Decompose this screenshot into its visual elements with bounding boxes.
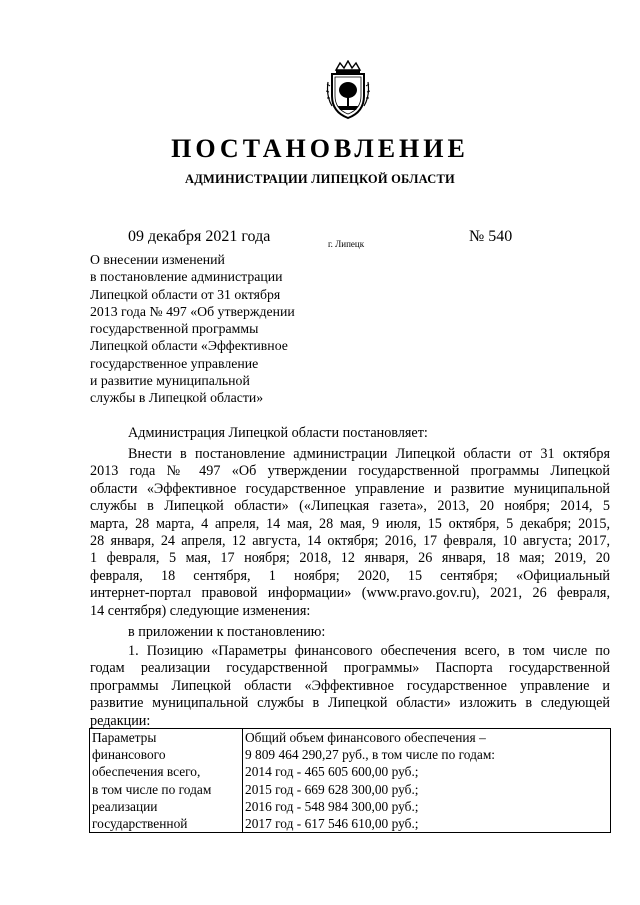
subject-line: Липецкой области от 31 октября xyxy=(90,286,281,302)
subject-line: Липецкой области «Эффективное xyxy=(90,338,288,354)
body-paragraph-2 xyxy=(90,643,610,730)
body-line: февраля, 18 сентября, 1 ноября; 2020, 15 сентября; «Официальный xyxy=(90,567,610,584)
cell-line: 2014 год - 465 605 600,00 руб.; xyxy=(245,764,419,780)
subject-line: государственное управление xyxy=(90,355,259,371)
subject-line: и развитие муниципальной xyxy=(90,373,250,389)
table-row xyxy=(90,729,611,833)
coat-of-arms-emblem xyxy=(326,60,370,122)
body-line: марта, 28 марта, 4 апреля, 14 мая, 28 мая, 9 июля, 15 октября, 5 декабря; 2015, xyxy=(90,515,610,532)
body-line: годам реализации государственной программы» Паспорта государственной xyxy=(90,660,610,677)
financing-parameters-table xyxy=(89,728,611,833)
body-line: 14 сентября) следующие изменения: xyxy=(90,602,311,619)
body-line: 1. Позицию «Параметры финансового обеспечения всего, в том числе по xyxy=(128,643,610,659)
body-line: области «Эффективное государственное управление и развитие муниципальной xyxy=(90,480,610,497)
cell-line: обеспечения всего, xyxy=(92,764,201,780)
document-city: г. Липецк xyxy=(328,239,365,249)
body-line: службы в Липецкой области» («Липецкая газета», 2013, 20 ноября; 2014, 5 xyxy=(90,498,610,515)
parameter-name-cell xyxy=(90,729,243,833)
body-line: 2013 года № 497 «Об утверждении государственной программы Липецкой xyxy=(90,463,610,480)
body-line: интернет-портал правовой информации» (www.pravo.gov.ru), 2021, 26 февраля, xyxy=(90,585,610,602)
body-line: 1 февраля, 5 мая, 17 ноября; 2018, 12 января, 26 января, 18 мая; 2019, 20 xyxy=(90,550,610,567)
cell-line: 2016 год - 548 984 300,00 руб.; xyxy=(245,798,419,814)
cell-line: Общий объем финансового обеспечения – xyxy=(245,730,486,745)
cell-line: 2017 год - 617 546 610,00 руб.; xyxy=(245,816,419,832)
body-line: 28 января, 24 апреля, 12 августа, 14 октября; 2016, 17 февраля, 10 августа; 2017, xyxy=(90,533,610,550)
subject-line: в постановление администрации xyxy=(90,269,283,285)
body-line: редакции: xyxy=(90,712,151,729)
subject-line: службы в Липецкой области» xyxy=(90,390,264,406)
subject-line: О внесении изменений xyxy=(90,252,225,267)
document-date: 09 декабря 2021 года xyxy=(128,228,271,245)
body-paragraph-1 xyxy=(90,446,610,620)
document-title: ПОСТАНОВЛЕНИЕ xyxy=(171,134,469,163)
document-number: № 540 xyxy=(469,228,513,245)
subject-line: 2013 года № 497 «Об утверждении xyxy=(90,303,295,319)
cell-line: государственной xyxy=(92,816,188,832)
body-line: Внести в постановление администрации Липецкой области от 31 октября xyxy=(128,446,610,462)
body-line: программы Липецкой области «Эффективное государственное управление и xyxy=(90,677,610,694)
cell-line: финансового xyxy=(92,747,166,763)
cell-line: Параметры xyxy=(92,730,157,745)
document-subtitle: АДМИНИСТРАЦИИ ЛИПЕЦКОЙ ОБЛАСТИ xyxy=(185,172,455,186)
resolution-intro: Администрация Липецкой области постановляет: xyxy=(128,425,428,441)
document-subject xyxy=(90,251,330,407)
annex-intro: в приложении к постановлению: xyxy=(128,624,326,640)
subject-line: государственной программы xyxy=(90,321,259,337)
body-line: развитие муниципальной службы в Липецкой области» изложить в следующей xyxy=(90,695,610,712)
cell-line: 9 809 464 290,27 руб., в том числе по годам: xyxy=(245,747,496,763)
cell-line: в том числе по годам xyxy=(92,781,212,797)
parameter-value-cell xyxy=(243,729,611,833)
cell-line: реализации xyxy=(92,798,158,814)
cell-line: 2015 год - 669 628 300,00 руб.; xyxy=(245,781,419,797)
